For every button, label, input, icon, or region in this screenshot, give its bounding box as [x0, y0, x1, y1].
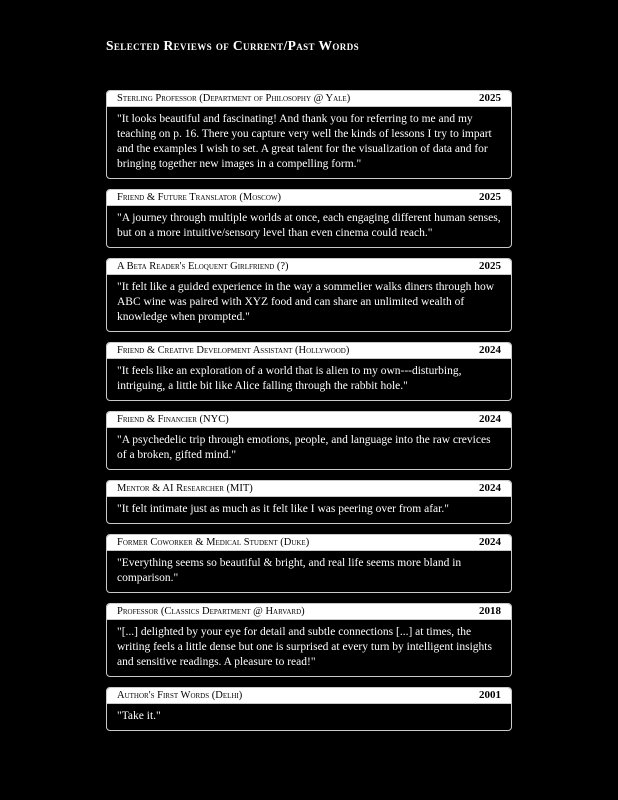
review-quote: "Everything seems so beautiful & bright, and real life seems more bland in comparison." — [117, 557, 462, 584]
reviewer-label: Former Coworker & Medical Student (Duke) — [117, 537, 310, 548]
reviewer-label: Friend & Financier (NYC) — [117, 414, 229, 425]
review-quote: "A journey through multiple worlds at once, each engaging different human senses, but on a more intuitive/sensory level than even cinema could reach." — [117, 212, 501, 239]
review-header — [107, 688, 511, 704]
review-card — [106, 90, 512, 179]
review-header — [107, 343, 511, 359]
reviewer-label: Professor (Classics Department @ Harvard) — [117, 606, 305, 617]
reviews-list — [106, 90, 512, 731]
review-year: 2024 — [479, 413, 501, 425]
reviewer-label: Sterling Professor (Department of Philosophy @ Yale) — [117, 93, 351, 104]
review-quote: "It felt like a guided experience in the way a sommelier walks diners through how ABC wine was paired with XYZ food and can share an unlimited wealth of knowledge when prompted." — [117, 281, 495, 323]
review-header — [107, 412, 511, 428]
review-header — [107, 259, 511, 275]
reviewer-label: Mentor & AI Researcher (MIT) — [117, 483, 253, 494]
review-year: 2024 — [479, 482, 501, 494]
reviewer-label: A Beta Reader's Eloquent Girlfriend (?) — [117, 261, 289, 272]
review-quote: "Take it." — [117, 710, 161, 722]
review-header — [107, 604, 511, 620]
reviewer-label: Friend & Creative Development Assistant (Hollywood) — [117, 345, 350, 356]
review-header — [107, 91, 511, 107]
review-year: 2018 — [479, 605, 501, 617]
review-card — [106, 534, 512, 593]
review-year: 2024 — [479, 536, 501, 548]
review-card — [106, 603, 512, 677]
review-year: 2025 — [479, 260, 501, 272]
review-header — [107, 535, 511, 551]
review-card — [106, 411, 512, 470]
review-year: 2001 — [479, 689, 501, 701]
review-header — [107, 190, 511, 206]
review-quote: "It feels like an exploration of a world that is alien to my own---disturbing, intriguing, a little bit like Alice falling through the rabbit hole." — [117, 365, 462, 392]
review-card — [106, 342, 512, 401]
reviewer-label: Friend & Future Translator (Moscow) — [117, 192, 281, 203]
review-card — [106, 687, 512, 731]
review-quote: "It looks beautiful and fascinating! And thank you for referring to me and my teaching on p. 16. There you capture very well the kinds of lessons I try to impart and the examples I wish to set. A great talent for the visualization of data and for bringing together new images in a compelling form." — [117, 113, 492, 170]
review-quote: "A psychedelic trip through emotions, people, and language into the raw crevices of a broken, gifted mind." — [117, 434, 491, 461]
review-quote: "[...] delighted by your eye for detail and subtle connections [...] at times, the writing feels a little dense but one is surprised at every turn by intelligent insights and sensitive readings. A pleasure to read!" — [117, 626, 492, 668]
review-card — [106, 480, 512, 524]
review-card — [106, 189, 512, 248]
page-title: Selected Reviews of Current/Past Words — [106, 38, 360, 53]
review-card — [106, 258, 512, 332]
review-quote: "It felt intimate just as much as it felt like I was peering over from afar." — [117, 503, 449, 515]
review-year: 2024 — [479, 344, 501, 356]
review-year: 2025 — [479, 191, 501, 203]
reviewer-label: Author's First Words (Delhi) — [117, 690, 243, 701]
review-year: 2025 — [479, 92, 501, 104]
review-header — [107, 481, 511, 497]
